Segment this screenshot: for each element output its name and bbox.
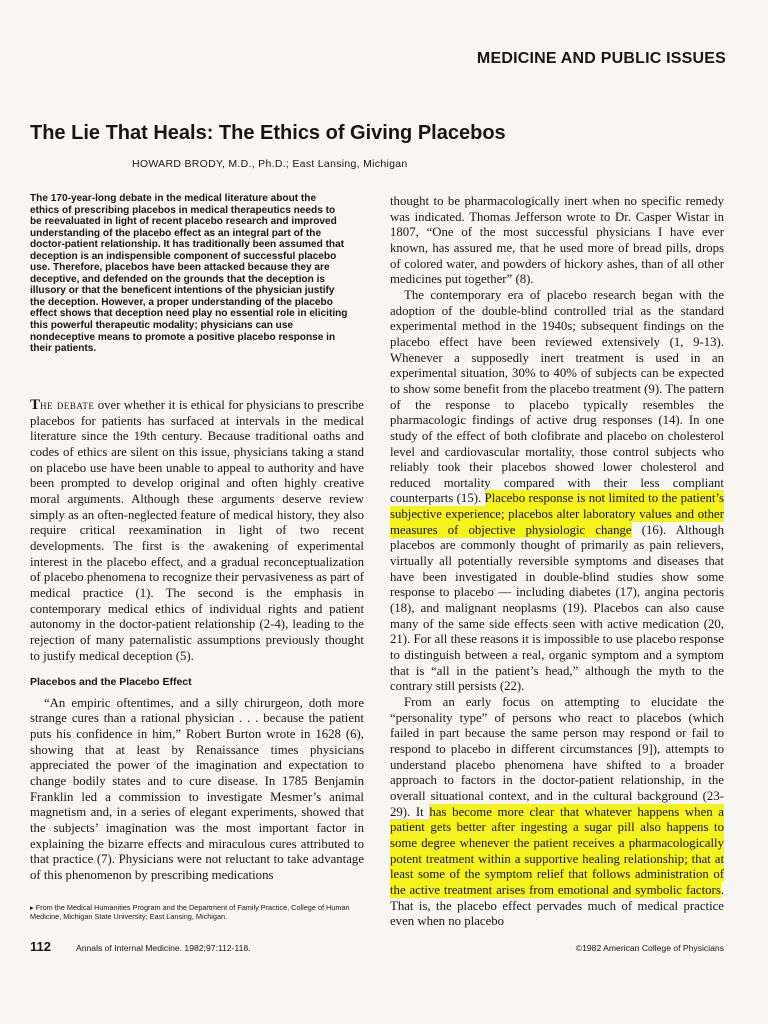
jefferson-paragraph: thought to be pharmacologically inert when no specific remedy was indicated. Thomas Jefferson wrote to Dr. Casper Wistar in 1807, “One of the most successful physicians I have ever known, has assured me, that he used more of bread pills, drops of colored water, and powders of hickory ashes, than of all other medicines put together” (8). [390,194,724,287]
copyright-notice: ©1982 American College of Physicians [575,943,724,953]
page-number: 112 [30,939,51,954]
journal-citation: Annals of Internal Medicine. 1982;97:112-118. [76,943,251,953]
affiliation-footnote: ▸ From the Medical Humanities Program and the Department of Family Practice, College of Human Medicine, Michigan State University; East Lansing, Michigan. [30,903,350,921]
focus-text-before: From an early focus on attempting to elucidate the “personality type” of persons who react to placebos (which failed in part because the same person may respond or fail to respond to placebo in different circumstances [9]), attempts to understand placebo phenomena have shifted to a broader approach to factors in the doctor-patient relationship, in the overall situational context, and in the cultural background (23-29). It [390,695,724,819]
section-heading: Placebos and the Placebo Effect [30,676,192,689]
focus-text-after: . That is, the placebo effect pervades much of medical practice even when no placebo [390,882,724,929]
intro-paragraph [30,398,364,664]
era-text-before: The contemporary era of placebo research began with the adoption of the double-blind controlled trial as the standard experimental method in the 1940s; subsequent findings on the placebo effect have been reviewed extensively (1, 9-13). Whenever a supposedly inert treatment is used in an experimental situation, 30% to 40% of subjects can be expected to show some benefit from the placebo treatment (9). The pattern of the response to placebo typically resembles the pharmacologic findings of active drug responses (14). In one study of the effect of both clofibrate and placebo on cholesterol level and cardiovascular mortality, those control subjects who reliably took their placebos showed lower cholesterol and reduced mortality compared with their less compliant counterparts (15). [390,287,724,506]
focus-paragraph [390,695,724,930]
drop-cap: T [30,397,41,413]
section-label: MEDICINE AND PUBLIC ISSUES [476,50,726,67]
author-byline: HOWARD BRODY, M.D., Ph.D.; East Lansing, Michigan [132,158,408,170]
intro-smallcaps: he debate [40,398,95,412]
burton-paragraph: “An empiric oftentimes, and a silly chirurgeon, doth more strange cures than a rational physician . . . because the patient puts his confidence in him,” Robert Burton wrote in 1628 (6), showing that at least by Renaissance times physicians appreciated the power of the imagination and expectation to change bodily states and to cure disease. In 1785 Benjamin Franklin led a commission to investigate Mesmer’s animal magnetism and, in a series of elegant experiments, showed that the subjects’ imagination was the most important factor in explaining the bizarre effects and miraculous cures attributed to that practice (7). Physicians were not reluctant to take advantage of this phenomenon by prescribing medications [30,695,364,883]
era-text-after: (16). Although placebos are commonly thought of primarily as pain relievers, virtually all potentially reversible symptoms and diseases that have been investigated in double-blind studies show some response to placebo — including diabetes (17), angina pectoris (18), and malignant neoplasms (19). Placebos can also cause many of the same side effects seen with active medication (20, 21). For all these reasons it is impossible to use placebo response to distinguish between a real, organic symptom and a symptom that is “all in the patient’s head,” although the myth to the contrary still persists (22). [390,522,724,694]
era-paragraph [390,288,724,695]
abstract: The 170-year-long debate in the medical literature about the ethics of prescribing placebos in medical therapeutics needs to be reevaluated in light of recent placebo research and improved understanding of the placebo effect as an integral part of the doctor-patient relationship. It has traditionally been assumed that deception is an indispensible component of successful placebo use. Therefore, placebos have been attacked because they are deceptive, and defended on the grounds that the deception is illusory or that the beneficent intentions of the physician justify the deception. However, a proper understanding of the placebo effect shows that deception need play no essential role in eliciting this powerful therapeutic modality; physicians can use nondeceptive means to promote a positive placebo response in their patients. [30,193,348,355]
article-title: The Lie That Heals: The Ethics of Giving Placebos [30,122,506,144]
highlighted-text: has become more clear that whatever happens when a patient gets better after ingesting a sugar pill also happens to some degree whenever the patient receives a pharmacologically potent treatment within a supportive healing relationship; that at least some of the symptom relief that follows administration of the active treatment arises from emotional and symbolic factors [390,804,724,897]
intro-text: over whether it is ethical for physicians to prescribe placebos for patients has surfaced at intervals in the medical literature since the 19th century. Because traditional oaths and codes of ethics are silent on this issue, physicians taking a stand on placebo use have been unable to appeal to authority and have been prompted to develop original and often highly creative moral arguments. Although these arguments deserve review simply as an often-neglected feature of medical history, they also require critical reexamination in light of two recent developments. The first is the awakening of experimental interest in the placebo effect, and a gradual reconceptualization of placebo phenomena to recognize their pervasiveness as part of medical practice (1). The second is the emphasis in contemporary medical ethics of individual rights and patient autonomy in the doctor-patient relationship (2-4), leading to the rejection of many paternalistic assumptions previously thought to justify medical deception (5). [30,398,364,663]
highlighted-text: Placebo response is not limited to the patient’s subjective experience; placebos alter laboratory values and other measures of objective physiologic change [390,491,724,537]
left-column [30,398,364,884]
right-column [390,194,724,930]
